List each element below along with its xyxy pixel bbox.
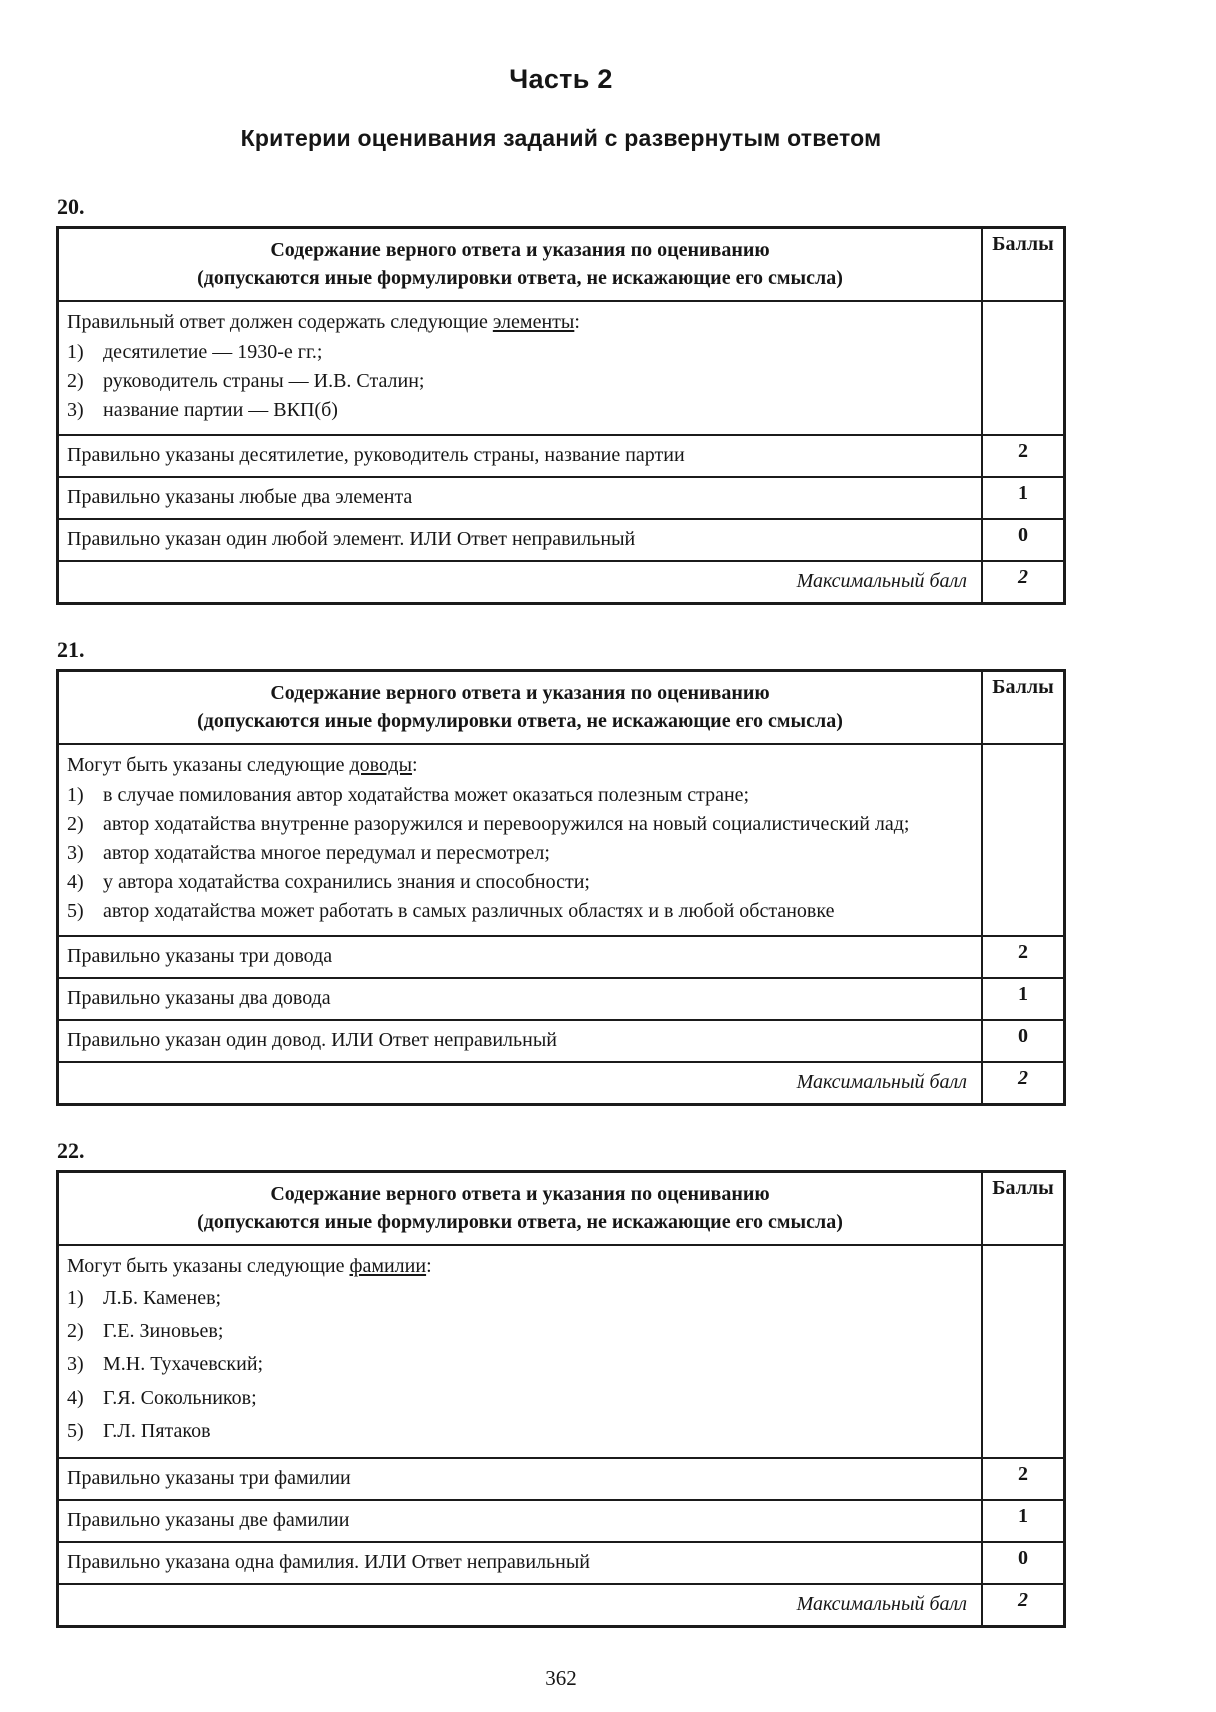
answer-item: 4) у автора ходатайства сохранились знания и способности; bbox=[67, 871, 590, 893]
header-line1: Содержание верного ответа и указания по оцениванию bbox=[270, 239, 770, 261]
header-line1: Содержание верного ответа и указания по оцениванию bbox=[270, 1183, 770, 1205]
answer-item: 2) руководитель страны — И.В. Сталин; bbox=[67, 370, 425, 392]
table-header-row bbox=[58, 228, 1065, 302]
task-number: 22. bbox=[57, 1138, 85, 1163]
header-content-cell bbox=[58, 671, 983, 745]
answer-points-cell bbox=[982, 1245, 1065, 1458]
answer-item: 2) Г.Е. Зиновьев; bbox=[67, 1320, 224, 1343]
answer-item: 4) Г.Я. Сокольников; bbox=[67, 1386, 257, 1409]
header-line2: (допускаются иные формулировки ответа, не искажающие его смысла) bbox=[197, 267, 843, 289]
page-subtitle: Критерии оценивания заданий с развернутым ответом bbox=[240, 125, 882, 151]
criterion-text: Правильно указаны десятилетие, руководитель страны, название партии bbox=[58, 435, 983, 477]
criterion-text: Правильно указаны любые два элемента bbox=[58, 477, 983, 519]
answer-cell bbox=[58, 1245, 983, 1458]
task-block-21 bbox=[56, 637, 1066, 1106]
part-title: Часть 2 bbox=[509, 64, 613, 94]
criterion-text: Правильно указана одна фамилия. ИЛИ Ответ неправильный bbox=[58, 1542, 983, 1584]
criterion-score: 0 bbox=[982, 519, 1065, 561]
max-score-label: Максимальный балл bbox=[58, 561, 983, 604]
answer-item: 3) М.Н. Тухачевский; bbox=[67, 1353, 264, 1376]
underlined-term: фамилии bbox=[349, 1255, 427, 1277]
criterion-score: 2 bbox=[982, 1458, 1065, 1500]
max-score-value: 2 bbox=[982, 1062, 1065, 1105]
criterion-text: Правильно указаны три фамилии bbox=[58, 1458, 983, 1500]
criterion-score: 2 bbox=[982, 936, 1065, 978]
answer-item: 5) Г.Л. Пятаков bbox=[67, 1419, 211, 1442]
answer-item: 5) автор ходатайства может работать в самых различных областях и в любой обстановке bbox=[67, 900, 835, 922]
task-block-20 bbox=[56, 194, 1066, 605]
criterion-text: Правильно указаны три довода bbox=[58, 936, 983, 978]
criterion-text: Правильно указаны два довода bbox=[58, 978, 983, 1020]
header-points-cell: Баллы bbox=[982, 228, 1065, 302]
header-points-cell: Баллы bbox=[982, 671, 1065, 745]
criterion-text: Правильно указан один любой элемент. ИЛИ Ответ неправильный bbox=[58, 519, 983, 561]
criterion-row bbox=[58, 1020, 1065, 1062]
answer-cell bbox=[58, 744, 983, 936]
criterion-score: 2 bbox=[982, 435, 1065, 477]
criteria-table-22 bbox=[56, 1170, 1066, 1628]
answer-intro: Могут быть указаны следующие фамилии: bbox=[67, 1255, 432, 1277]
criterion-score: 0 bbox=[982, 1542, 1065, 1584]
criterion-text: Правильно указан один довод. ИЛИ Ответ неправильный bbox=[58, 1020, 983, 1062]
answer-item: 1) Л.Б. Каменев; bbox=[67, 1287, 222, 1309]
answer-row bbox=[58, 301, 1065, 435]
criterion-row bbox=[58, 519, 1065, 561]
table-header-row bbox=[58, 671, 1065, 745]
task-number: 21. bbox=[57, 637, 85, 662]
header-content-cell bbox=[58, 228, 983, 302]
criterion-row bbox=[58, 435, 1065, 477]
criterion-row bbox=[58, 477, 1065, 519]
header-content-cell bbox=[58, 1172, 983, 1246]
max-score-value: 2 bbox=[982, 1584, 1065, 1627]
answer-intro: Правильный ответ должен содержать следующие элементы: bbox=[67, 311, 580, 333]
answer-points-cell bbox=[982, 301, 1065, 435]
criterion-row bbox=[58, 978, 1065, 1020]
criterion-score: 1 bbox=[982, 978, 1065, 1020]
answer-item: 1) десятилетие — 1930-е гг.; bbox=[67, 341, 323, 363]
answer-row bbox=[58, 744, 1065, 936]
answer-cell bbox=[58, 301, 983, 435]
criterion-score: 0 bbox=[982, 1020, 1065, 1062]
underlined-term: элементы bbox=[492, 311, 575, 333]
max-score-label: Максимальный балл bbox=[58, 1062, 983, 1105]
page-content bbox=[56, 64, 1066, 1691]
criterion-score: 1 bbox=[982, 477, 1065, 519]
answer-item: 1) в случае помилования автор ходатайства может оказаться полезным стране; bbox=[67, 784, 750, 806]
header-line2: (допускаются иные формулировки ответа, не искажающие его смысла) bbox=[197, 1211, 843, 1233]
answer-intro: Могут быть указаны следующие доводы: bbox=[67, 754, 418, 776]
max-score-value: 2 bbox=[982, 561, 1065, 604]
task-block-22 bbox=[56, 1138, 1066, 1628]
criterion-row bbox=[58, 936, 1065, 978]
criteria-table-20 bbox=[56, 226, 1066, 605]
criterion-row bbox=[58, 1500, 1065, 1542]
answer-item: 2) автор ходатайства внутренне разоружился и перевооружился на новый социалистический лад; bbox=[67, 813, 910, 835]
criterion-row bbox=[58, 1458, 1065, 1500]
criteria-table-21 bbox=[56, 669, 1066, 1106]
answer-points-cell bbox=[982, 744, 1065, 936]
answer-row bbox=[58, 1245, 1065, 1458]
task-number: 20. bbox=[57, 194, 85, 219]
answer-item: 3) название партии — ВКП(б) bbox=[67, 399, 338, 421]
max-score-row bbox=[58, 1584, 1065, 1627]
criterion-text: Правильно указаны две фамилии bbox=[58, 1500, 983, 1542]
table-header-row bbox=[58, 1172, 1065, 1246]
header-line1: Содержание верного ответа и указания по оцениванию bbox=[270, 682, 770, 704]
page-number: 362 bbox=[545, 1665, 577, 1690]
criterion-score: 1 bbox=[982, 1500, 1065, 1542]
criterion-row bbox=[58, 1542, 1065, 1584]
max-score-row bbox=[58, 561, 1065, 604]
max-score-label: Максимальный балл bbox=[58, 1584, 983, 1627]
header-line2: (допускаются иные формулировки ответа, не искажающие его смысла) bbox=[197, 710, 843, 732]
answer-item: 3) автор ходатайства многое передумал и пересмотрел; bbox=[67, 842, 550, 864]
max-score-row bbox=[58, 1062, 1065, 1105]
header-points-cell: Баллы bbox=[982, 1172, 1065, 1246]
underlined-term: доводы bbox=[349, 754, 413, 776]
